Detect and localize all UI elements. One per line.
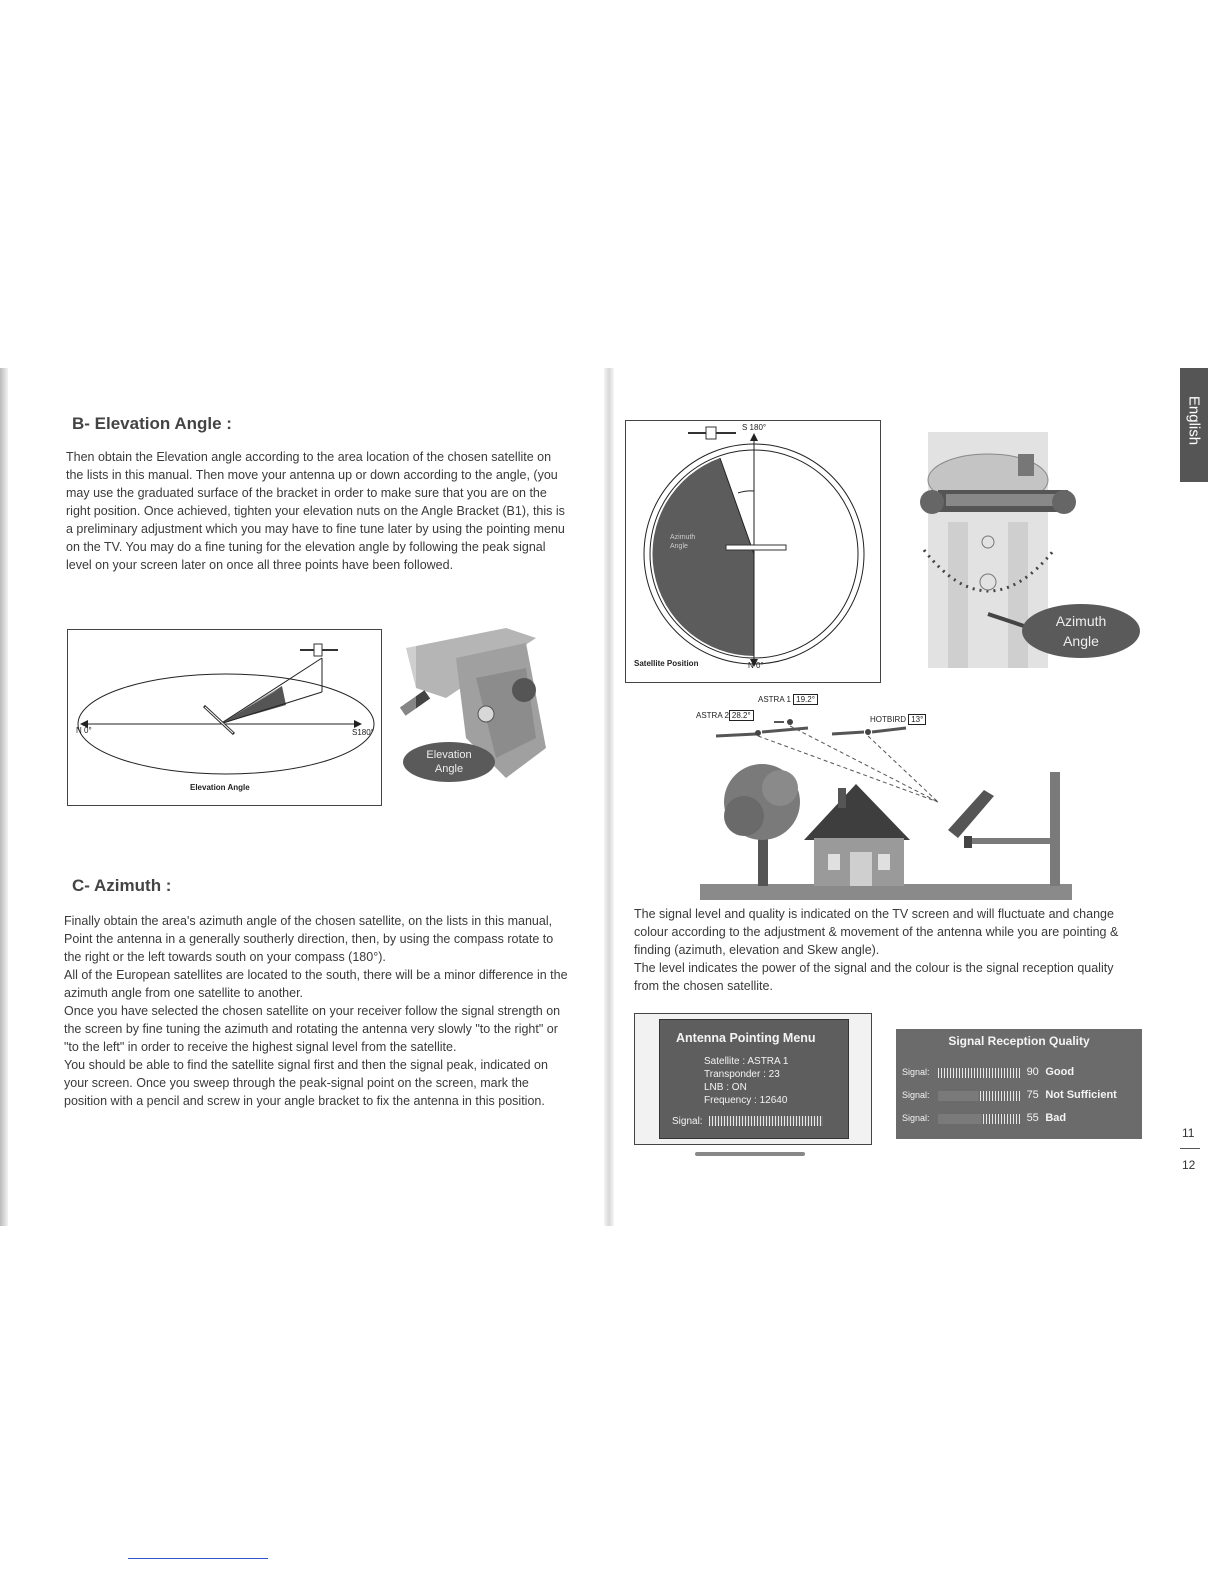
text-line: level on your screen later on once all three points have been followed.	[66, 558, 454, 572]
quality-row-bar	[938, 1114, 1022, 1124]
text-line: azimuth angle from one satellite to another.	[64, 986, 304, 1000]
menu-signal-label: Signal:	[672, 1116, 703, 1127]
compass-south-label: S 180°	[742, 423, 767, 432]
scan-gutter	[604, 368, 614, 1226]
azimuth-bracket-photo	[918, 432, 1144, 668]
quality-row-label: Signal:	[902, 1067, 930, 1077]
north-label: N 0°	[76, 726, 92, 735]
elevation-heading: B- Elevation Angle :	[72, 414, 232, 433]
text-line: position with a pencil and screw in your angle bracket to fix the antenna in this position.	[64, 1094, 545, 1108]
menu-signal-bar	[709, 1116, 823, 1126]
menu-satellite: Satellite : ASTRA 1	[704, 1056, 789, 1067]
language-tab-label: English	[1185, 395, 1203, 446]
signal-paragraph	[634, 905, 1162, 995]
text-line: Finally obtain the area's azimuth angle of the chosen satellite, on the lists in this manual,	[64, 914, 553, 928]
satellite-house-illustration	[696, 692, 1072, 900]
quality-row-value: 75	[1026, 1089, 1039, 1101]
quality-row	[902, 1089, 1117, 1101]
hotbird-name: HOTBIRD	[870, 715, 906, 724]
hotbird-degree-box: 13°	[908, 714, 926, 725]
astra2-name: ASTRA 2	[696, 711, 729, 720]
scan-edge-left	[0, 368, 8, 1226]
astra1-degree-box: 19.2°	[793, 694, 818, 705]
quality-row	[902, 1066, 1074, 1078]
elevation-paragraph	[66, 448, 590, 574]
page-number-divider	[1180, 1148, 1200, 1149]
compass-diagram	[625, 420, 881, 683]
quality-row	[902, 1112, 1066, 1124]
hotbird-label	[870, 715, 926, 724]
elevation-diagram-graphic	[68, 630, 381, 805]
compass-azimuth-label	[670, 533, 695, 551]
astra1-label	[758, 695, 818, 704]
azimuth-heading: C- Azimuth :	[72, 876, 172, 895]
pointing-menu-title: Antenna Pointing Menu	[676, 1031, 816, 1045]
quality-row-status: Good	[1045, 1066, 1075, 1078]
azimuth-text-line2: Angle	[670, 543, 688, 550]
scan-underline	[128, 1558, 268, 1559]
text-line: finding (azimuth, elevation and Skew angle).	[634, 943, 880, 957]
text-line: your screen. Once you sweep through the peak-signal point on the screen, mark the	[64, 1076, 529, 1090]
text-line: colour according to the adjustment & movement of the antenna while you are pointing &	[634, 925, 1119, 939]
menu-transponder: Transponder : 23	[704, 1069, 780, 1080]
language-tab	[1180, 368, 1208, 482]
quality-row-status: Not Sufficient	[1045, 1089, 1117, 1101]
text-line: the lists in this manual. Then move your antenna up or down according to the angle, (you	[66, 468, 558, 482]
text-line: the screen by fine tuning the azimuth and rotating the antenna very slowly "to the right" or	[64, 1022, 558, 1036]
text-line: Point the antenna in a generally southerly direction, then, by using the compass rotate to	[64, 932, 554, 946]
elevation-diagram	[67, 629, 382, 806]
menu-signal-row	[672, 1116, 823, 1127]
quality-title: Signal Reception Quality	[948, 1034, 1090, 1048]
south-label: S180°	[352, 728, 374, 737]
oval-text-line1: Elevation	[426, 749, 472, 761]
text-line: You should be able to find the satellite signal first and then the signal peak, indicated on	[64, 1058, 548, 1072]
oval-text-line1: Azimuth	[1055, 613, 1107, 629]
text-line: The signal level and quality is indicated on the TV screen and will fluctuate and change	[634, 907, 1114, 921]
text-line: Then obtain the Elevation angle according to the area location of the chosen satellite on	[66, 450, 552, 464]
quality-row-bar	[938, 1091, 1022, 1101]
quality-row-bar	[938, 1068, 1022, 1078]
text-line: right position. Once achieved, tighten your elevation nuts on the Angle Bracket (B1), this is	[66, 504, 565, 518]
tv-screen	[659, 1019, 849, 1139]
tv-monitor	[634, 1013, 872, 1145]
menu-lnb: LNB : ON	[704, 1082, 747, 1093]
quality-row-value: 55	[1026, 1112, 1039, 1124]
text-line: from the chosen satellite.	[634, 979, 773, 993]
text-line: All of the European satellites are located to the south, there will be a minor difference in the	[64, 968, 568, 982]
quality-row-value: 90	[1026, 1066, 1039, 1078]
compass-graphic	[626, 421, 880, 682]
text-line: The level indicates the power of the signal and the colour is the signal reception quality	[634, 961, 1114, 975]
compass-caption: Satellite Position	[634, 659, 699, 668]
text-line: Once you have selected the chosen satellite on your receiver follow the signal strength on	[64, 1004, 561, 1018]
quality-row-label: Signal:	[902, 1113, 930, 1123]
astra2-degree-box: 28.2°	[729, 710, 754, 721]
text-line: the right or the left towards south on your compass (180°).	[64, 950, 386, 964]
elevation-angle-label	[403, 742, 495, 782]
compass-north-label: N 0°	[748, 661, 764, 670]
astra1-name: ASTRA 1	[758, 695, 791, 704]
page-number-bottom: 12	[1182, 1158, 1196, 1172]
oval-text-line2: Angle	[1063, 633, 1099, 649]
text-line: on the TV. You may do a fine tuning for the elevation angle by following the peak signal	[66, 540, 546, 554]
azimuth-text-line1: Azimuth	[670, 534, 696, 541]
text-line: may use the graduated surface of the bracket in order to make sure that you are on the	[66, 486, 547, 500]
oval-text-line2: Angle	[434, 763, 464, 775]
azimuth-angle-label	[1022, 604, 1140, 658]
text-line: a preliminary adjustment which you may have to fine tune later by using the pointing menu	[66, 522, 565, 536]
page-number-top: 11	[1182, 1126, 1195, 1140]
menu-frequency: Frequency : 12640	[704, 1095, 788, 1106]
astra2-label	[696, 711, 754, 720]
azimuth-paragraph	[64, 912, 590, 1110]
tv-stand	[695, 1152, 805, 1156]
quality-row-status: Bad	[1045, 1112, 1067, 1124]
text-line: "to the left" in order to receive the highest signal level from the satellite.	[64, 1040, 457, 1054]
signal-quality-panel	[896, 1029, 1142, 1139]
diagram-caption: Elevation Angle	[190, 783, 250, 792]
elevation-bracket-photo	[386, 628, 600, 794]
quality-row-label: Signal:	[902, 1090, 930, 1100]
